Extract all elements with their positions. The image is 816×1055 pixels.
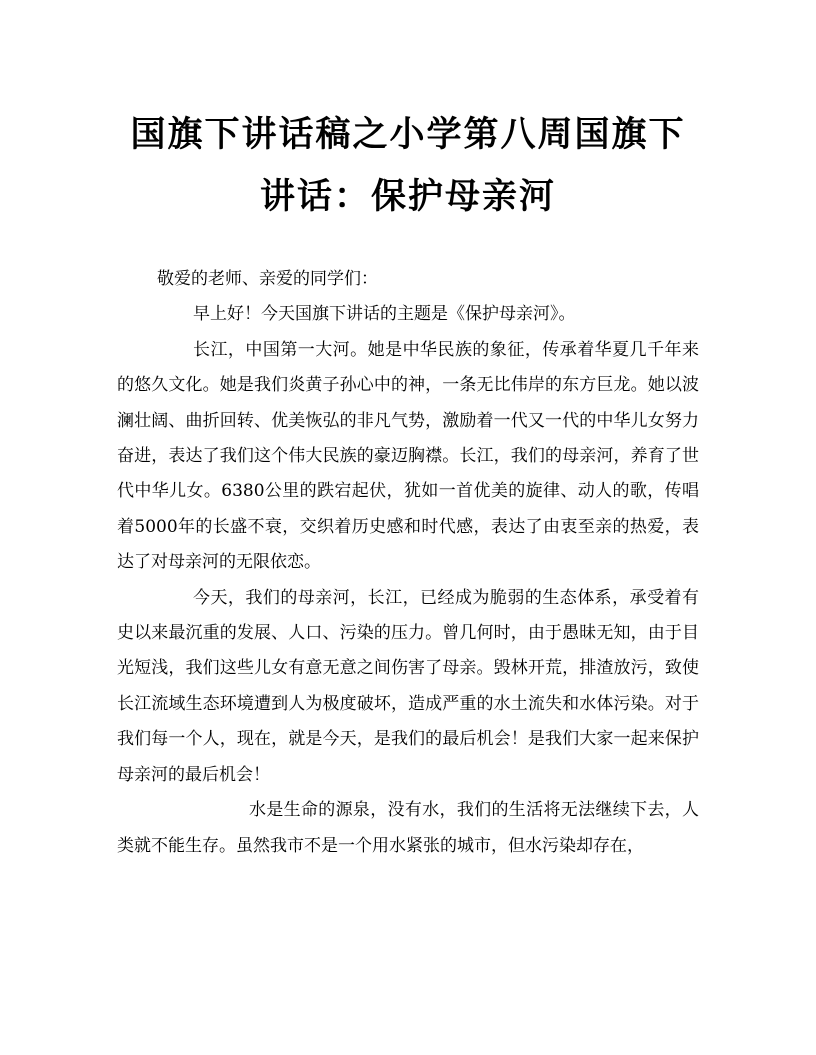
body-paragraph-4: 水是生命的源泉，没有水，我们的生活将无法继续下去，人类就不能生存。虽然我市不是一个用水紧张的城市，但水污染却存在， xyxy=(117,800,699,856)
document-title: 国旗下讲话稿之小学第八周国旗下讲话：保护母亲河 xyxy=(130,114,686,217)
document-body xyxy=(117,262,699,864)
body-paragraph-3: 今天，我们的母亲河，长江，已经成为脆弱的生态体系，承受着有史以来最沉重的发展、人口、污染的压力。曾几何时，由于愚昧无知，由于目光短浅，我们这些儿女有意无意之间伤害了母亲。毁林开荒，排渣放污，致使长江流域生态环境遭到人为极度破坏，造成严重的水土流失和水体污染。对于我们每一个人，现在，就是今天，是我们的最后机会！是我们大家一起来保护母亲河的最后机会！ xyxy=(117,587,699,785)
greeting-paragraph: 敬爱的老师、亲爱的同学们： xyxy=(157,269,378,289)
body-paragraph-1: 早上好！今天国旗下讲话的主题是《保护母亲河》。 xyxy=(193,304,576,325)
body-paragraph-2: 长江，中国第一大河。她是中华民族的象征，传承着华夏几千年来的悠久文化。她是我们炎黄子孙心中的神，一条无比伟岸的东方巨龙。她以波澜壮阔、曲折回转、优美恢弘的非凡气势，激励着一代又一代的中华儿女努力奋进，表达了我们这个伟大民族的豪迈胸襟。长江，我们的母亲河，养育了世代中华儿女。6380公里的跌宕起伏，犹如一首优美的旋律、动人的歌，传唱着5000年的长盛不衰，交织着历史感和时代感，表达了由衷至亲的热爱，表达了对母亲河的无限依恋。 xyxy=(117,339,699,573)
